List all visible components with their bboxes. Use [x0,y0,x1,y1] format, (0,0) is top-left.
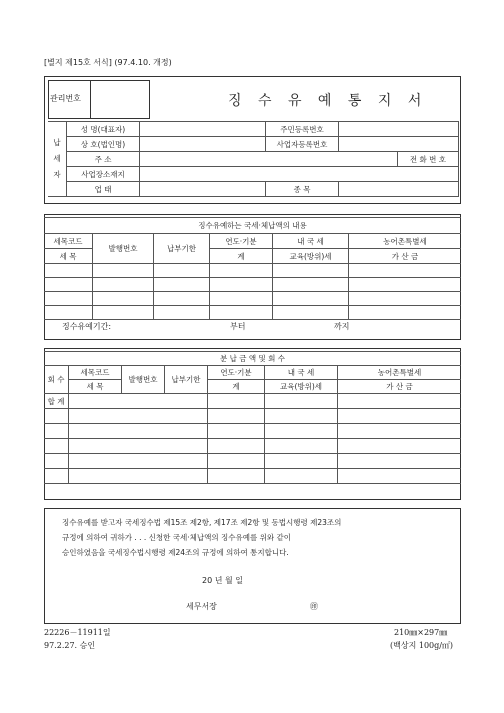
section1-heading: 징수유예하는 국세·체납액의 내용 [44,218,461,234]
s1-issue-no-header: 발행번호 [93,234,154,264]
s2-rural-header: 농어촌특별세 [338,366,462,380]
trade-name-label: 상 호(법인명) [67,137,140,152]
notice-line-1: 징수유예를 받고자 국세징수법 제15조 제2항, 제17조 제2항 및 동법시행령 제23조의 [62,518,342,527]
s2-due-header: 납부기한 [165,366,208,394]
s2-domestic-header: 내 국 세 [265,366,338,380]
footer-approval: 97.2.27. 승인 [44,641,96,650]
section1-table [44,217,461,320]
s2-add-header: 가 산 금 [338,380,462,394]
resident-no-label: 주민등록번호 [266,122,339,137]
address-label: 주 소 [67,152,140,167]
s2-tax-item-header: 세 목 [69,380,122,394]
s1-domestic-header: 내 국 세 [273,234,349,249]
s2-edu-header: 교육(방위)세 [265,380,338,394]
s1-add-header: 가 산 금 [349,249,462,264]
footer-paper-type: (백상지 100g/㎡) [390,641,454,650]
tax-office-head: 세무서장 [186,602,217,611]
seal-mark: ㊞ [310,602,318,611]
notice-line-3: 승인하였음을 국세징수법시행령 제24조의 규정에 의하여 통지합니다. [62,548,289,557]
s2-total-header: 계 [208,380,265,394]
name-label: 성 명(대표자) [67,122,140,137]
s1-rural-header: 농어촌특별세 [349,234,462,249]
s1-year-header: 연도·기분 [210,234,273,249]
management-number-label: 관리번호 [50,94,81,103]
s2-tax-code-header: 세목코드 [69,366,122,380]
document-title: 징 수 유 예 통 지 서 [228,93,428,109]
s1-tax-code-header: 세목코드 [44,234,93,249]
s1-tax-item-header: 세 목 [44,249,93,264]
s2-year-header: 연도·기분 [208,366,265,380]
s2-issue-no-header: 발행번호 [122,366,165,394]
deferral-period-label: 징수유예기간: [62,322,112,331]
taxpayer-char-3: 자 [53,170,61,179]
s1-due-header: 납부기한 [154,234,210,264]
form-reference: [별지 제15호 서식] (97.4.10. 개정) [44,58,172,67]
s1-total-header: 계 [210,249,273,264]
section2-heading: 분 납 금 액 및 회 수 [44,352,461,366]
notice-line-2: 규정에 의하여 귀하가 . . . 신청한 국세·체납액의 징수유예를 위와 같이 [62,533,291,542]
period-from: 부터 [230,322,246,331]
section2-table [44,351,461,484]
notice-date: 20 년 월 일 [202,576,243,585]
footer-paper-size: 210㎜×297㎜ [394,628,448,637]
s2-total-row-label: 합 계 [44,394,69,409]
footer-form-no: 22226－11911일 [44,628,111,637]
business-type-label: 업 태 [67,182,140,197]
s2-count-header: 회 수 [44,366,69,394]
s1-edu-header: 교육(방위)세 [273,249,349,264]
taxpayer-char-2: 세 [53,154,61,163]
item-label: 종 목 [266,182,339,197]
taxpayer-table [48,121,459,197]
period-to: 까지 [334,322,350,331]
taxpayer-char-1: 납 [53,138,61,147]
biz-reg-no-label: 사업자등록번호 [266,137,339,152]
phone-label: 전 화 번 호 [398,152,459,167]
biz-address-label: 사업장소재지 [67,167,140,182]
